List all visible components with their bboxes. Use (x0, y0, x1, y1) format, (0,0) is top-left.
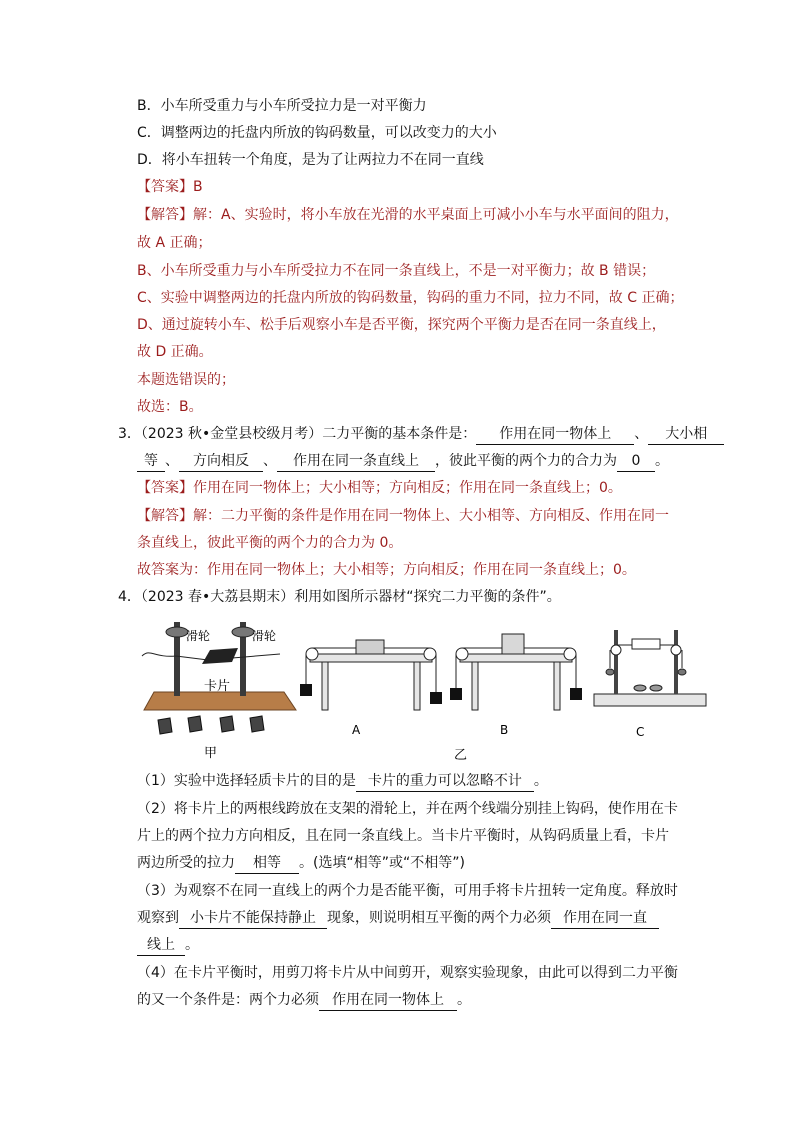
q3-answer (137, 478, 622, 498)
q3-analysis-line-2: 条直线上，彼此平衡的两个力的合力为 0。 (137, 535, 403, 551)
base-c (594, 694, 706, 706)
q4-part-3-line-1: （3）为观察不在同一直线上的两个力是否能平衡，可用手将卡片扭转一定角度。释放时 (137, 883, 678, 899)
period: 。 (457, 992, 471, 1008)
q4-blank-4: 作用在同一直 (551, 908, 659, 929)
hook-weights-icon (158, 716, 264, 734)
q2-analysis-line-7: 本题选错误的； (137, 372, 235, 388)
part-2-text-cont: 。(选填“相等”或“不相等”) (299, 855, 465, 871)
card-b (502, 634, 524, 654)
separator: 、 (165, 453, 179, 469)
q3-stem-cont: ，彼此平衡的两个力的合力为 (435, 453, 617, 469)
pulley-right-label: 滑轮 (252, 629, 277, 643)
label-a: A (352, 723, 361, 737)
q4-part-4-line-1: （4）在卡片平衡时，用剪刀将卡片从中间剪开，观察实验现象，由此可以得到二力平衡 (137, 965, 678, 981)
analysis-text: 解：二力平衡的条件是作用在同一物体上、大小相等、方向相反、作用在同一 (193, 508, 669, 524)
label-b: B (500, 723, 509, 737)
q3-stem: （2023 秋•金堂县校级月考）二力平衡的基本条件是： (140, 426, 477, 442)
option-c: C．调整两边的托盘内所放的钩码数量，可以改变力的大小 (137, 125, 497, 141)
card-c (632, 639, 660, 649)
q2-analysis-line-6: 故 D 正确。 (137, 344, 213, 360)
q3-stem-line-2 (137, 451, 669, 472)
q3-stem-line-1 (118, 424, 724, 445)
q2-analysis-line-1 (137, 205, 679, 225)
q4-blank-3: 小卡片不能保持静止 (179, 908, 327, 929)
label-jia: 甲 (204, 746, 218, 761)
part-1-text: （1）实验中选择轻质卡片的目的是 (137, 773, 356, 789)
analysis-label: 【解答】 (137, 207, 193, 223)
answer-text: 作用在同一物体上；大小相等；方向相反；作用在同一条直线上；0。 (193, 480, 622, 496)
q2-choose: 故选：B。 (137, 399, 203, 415)
q4-part-3-line-2 (137, 908, 659, 929)
q4-blank-2: 相等 (235, 853, 299, 874)
q3-analysis-line-1 (137, 506, 669, 526)
pulley-b-left-icon (456, 648, 468, 660)
q4-blank-5: 作用在同一物体上 (319, 990, 457, 1011)
card-label: 卡片 (204, 679, 231, 694)
q4-stem (118, 587, 561, 607)
period: 。 (185, 937, 199, 953)
figure-c (594, 630, 706, 739)
q2-analysis-line-4: C、实验中调整两边的托盘内所放的钩码数量，钩码的重力不同，拉力不同，故 C 正确； (137, 290, 684, 306)
q4-stem-text: （2023 春•大荔县期末）利用如图所示器材“探究二力平衡的条件”。 (140, 589, 561, 605)
option-b: B．小车所受重力与小车所受拉力是一对平衡力 (137, 98, 427, 114)
q4-number: 4． (118, 589, 141, 605)
weight-b-right (570, 688, 582, 700)
q4-part-3-line-3 (137, 935, 199, 956)
q3-final: 故答案为：作用在同一物体上；大小相等；方向相反；作用在同一条直线上；0。 (137, 562, 636, 578)
q3-blank-2-cont: 等 (137, 451, 165, 472)
weight-a-left (300, 684, 312, 696)
weight-b-left (450, 688, 462, 700)
q4-part-2-line-1: （2）将卡片上的两根线跨放在支架的滑轮上，并在两个线端分别挂上钩码，使作用在卡 (137, 801, 678, 817)
analysis-text: 解：A、实验时，将小车放在光滑的水平桌面上可减小小车与水平面间的阻力， (193, 207, 679, 223)
experiment-figure (140, 614, 710, 764)
pulley-a-right-icon (424, 648, 436, 660)
pulley-c-right-icon (671, 645, 681, 655)
part-2-text: 两边所受的拉力 (137, 855, 235, 871)
separator: 、 (263, 453, 277, 469)
separator: 、 (634, 426, 649, 442)
part-3-text-cont: 现象，则说明相互平衡的两个力必须 (327, 910, 551, 926)
q3-blank-3: 方向相反 (179, 451, 263, 472)
pulley-left-label: 滑轮 (186, 629, 211, 643)
period: 。 (655, 453, 669, 469)
q4-blank-1: 卡片的重力可以忽略不计 (356, 771, 534, 792)
card-shape (202, 648, 238, 664)
analysis-label: 【解答】 (137, 508, 193, 524)
q3-blank-4: 作用在同一条直线上 (277, 451, 435, 472)
pulley-b-right-icon (564, 648, 576, 660)
pulley-c-left-icon (611, 645, 621, 655)
answer-label: 【答案】 (137, 480, 193, 496)
part-4-text: 的又一个条件是：两个力必须 (137, 992, 319, 1008)
label-yi: 乙 (454, 748, 468, 763)
label-c: C (636, 725, 645, 739)
figure-b (450, 634, 582, 763)
q3-blank-1: 作用在同一物体上 (476, 424, 634, 445)
right-pulley-icon (232, 627, 254, 637)
q2-analysis-line-5: D、通过旋转小车、松手后观察小车是否平衡，探究两个平衡力是否在同一条直线上， (137, 317, 666, 333)
q2-answer: 【答案】B (137, 179, 203, 195)
q2-analysis-line-3: B、小车所受重力与小车所受拉力不在同一条直线上，不是一对平衡力；故 B 错误； (137, 263, 656, 279)
q3-number: 3． (118, 426, 141, 442)
period: 。 (533, 773, 548, 789)
q2-analysis-line-2: 故 A 正确； (137, 235, 212, 251)
q4-blank-4-cont: 线上 (137, 935, 185, 956)
pulley-a-left-icon (306, 648, 318, 660)
figure-jia (142, 622, 296, 761)
figure-a (300, 640, 442, 737)
left-pulley-icon (166, 627, 188, 637)
weight-a-right (430, 692, 442, 704)
q4-part-1 (137, 771, 548, 792)
part-3-text: 观察到 (137, 910, 179, 926)
q4-part-2-line-2: 片上的两个拉力方向相反，且在同一条直线上。当卡片平衡时，从钩码质量上看，卡片 (137, 828, 669, 844)
q3-blank-2: 大小相 (648, 424, 724, 445)
cart-a (356, 640, 384, 654)
option-d: D．将小车扭转一个角度，是为了让两拉力不在同一直线 (137, 152, 484, 168)
q3-blank-5: 0 (617, 451, 655, 472)
q4-part-2-line-3 (137, 853, 465, 874)
q4-part-4-line-2 (137, 990, 471, 1011)
wooden-base (144, 692, 296, 710)
